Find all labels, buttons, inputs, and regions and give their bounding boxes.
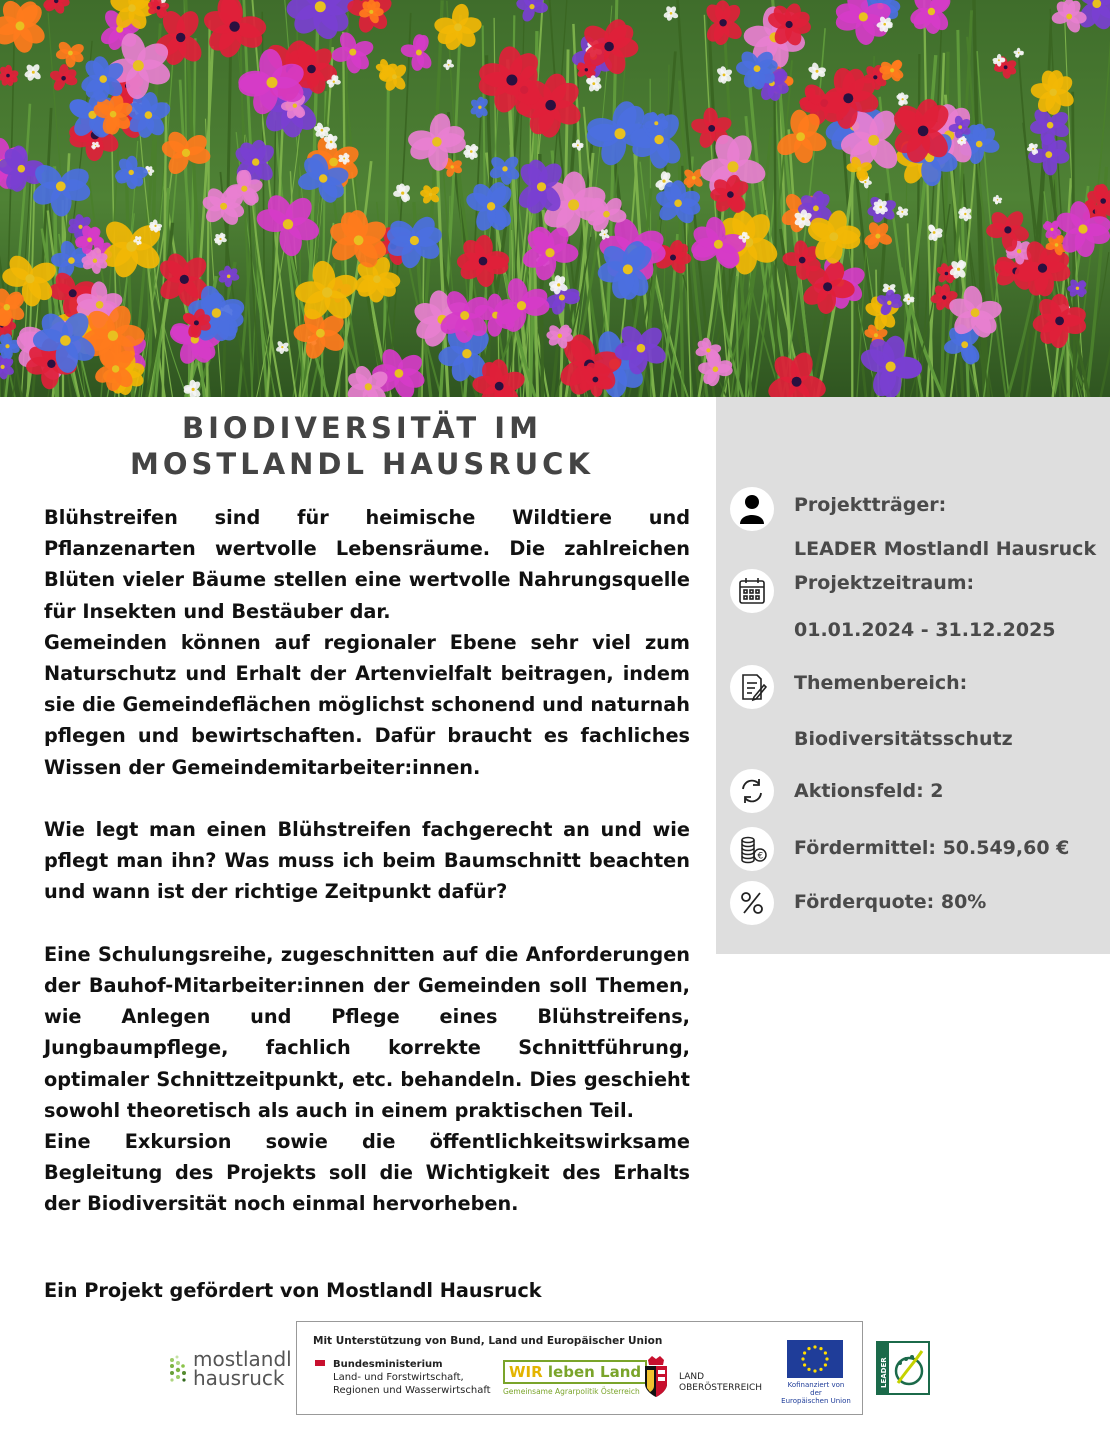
- hero-meadow-image: [0, 0, 1110, 397]
- eu-cofinanced-logo: [781, 1340, 851, 1405]
- percent-icon: [730, 881, 774, 925]
- zeitraum-value: 01.01.2024 - 31.12.2025: [794, 619, 1056, 641]
- page-title: [44, 410, 680, 482]
- ooe-coat-of-arms-icon: [643, 1356, 669, 1398]
- support-title: Mit Unterstützung von Bund, Land und Europäischer Union: [313, 1335, 663, 1347]
- wildflower-meadow-photo: [0, 0, 1110, 397]
- info-row-zeitraum: [730, 569, 1100, 613]
- project-info-sidebar: [716, 397, 1110, 954]
- info-row-traeger: [730, 487, 1100, 531]
- ooe-line-1: LAND: [679, 1372, 705, 1382]
- thema-value: Biodiversitätsschutz: [794, 728, 1013, 750]
- person-icon: [730, 487, 774, 531]
- wir-leben-land-logo: [503, 1360, 647, 1396]
- info-row-foerdermittel: [730, 827, 1100, 871]
- wir-word: WIR: [509, 1363, 543, 1381]
- paragraph-4: Eine Schulungsreihe, zugeschnitten auf die Anforderungen der Bauhof-Mitarbeiter:innen der Gemeinden soll Themen, wie Anlegen und Pflege eines Blühstreifens, Jungbaumpflege, fachlich korrekte Schnittführung, optimaler Schnittzeitpunkt, etc. behandeln. Dies geschieht sowohl theoretisch als auch in einem praktischen Teil.: [44, 942, 690, 1122]
- mostlandl-word: mostlandl: [193, 1347, 292, 1371]
- bm-line-1: Bundesministerium: [333, 1359, 443, 1370]
- mostlandl-hausruck-logo: [168, 1347, 292, 1390]
- traeger-label: Projektträger:: [794, 494, 947, 516]
- info-row-foerderquote: [730, 881, 1100, 925]
- bm-line-2: Land- und Forstwirtschaft,: [333, 1372, 464, 1383]
- project-description: [44, 502, 690, 1220]
- refresh-icon: [730, 769, 774, 813]
- paragraph-1: Blühstreifen sind für heimische Wildtiere und Pflanzenarten wertvolle Lebensräume. Die zahlreichen Blüten vieler Bäume stellen eine wertvolle Nahrungsquelle für Insekten und Bestäuber dar.: [44, 506, 690, 623]
- bundesministerium-logo: [315, 1358, 491, 1397]
- leben-land-word: leben Land: [542, 1363, 642, 1381]
- paragraph-5: Eine Exkursion sowie die öffentlichkeitswirksame Begleitung des Projekts soll die Wichtigkeit des Erhalts der Biodiversität noch einmal hervorheben.: [44, 1130, 690, 1216]
- bm-line-3: Regionen und Wasserwirtschaft: [333, 1385, 491, 1396]
- eu-line-2: Europäischen Union: [781, 1397, 851, 1405]
- zeitraum-label: Projektzeitraum:: [794, 572, 975, 594]
- title-line-2: MOSTLANDL HAUSRUCK: [130, 447, 594, 481]
- info-row-thema: [730, 665, 1100, 709]
- eu-line-1: Kofinanziert von der: [787, 1381, 845, 1397]
- aktionsfeld-text: Aktionsfeld: 2: [794, 780, 944, 802]
- title-line-1: BIODIVERSITÄT IM: [182, 411, 542, 445]
- austria-flag-icon: [315, 1360, 325, 1366]
- land-oberoesterreich-logo: [643, 1356, 773, 1402]
- calendar-icon: [730, 569, 774, 613]
- foerderquote-text: Förderquote: 80%: [794, 891, 987, 913]
- thema-label: Themenbereich:: [794, 672, 968, 694]
- ooe-line-2: OBERÖSTERREICH: [679, 1383, 763, 1393]
- info-row-aktionsfeld: [730, 769, 1100, 813]
- mostlandl-dots-icon: [168, 1354, 190, 1386]
- leader-text: LEADER: [880, 1357, 888, 1388]
- document-edit-icon: [730, 665, 774, 709]
- funding-partners-box: [296, 1321, 863, 1415]
- funded-by-text: Ein Projekt gefördert von Mostlandl Hausruck: [44, 1279, 542, 1302]
- paragraph-3: Wie legt man einen Blühstreifen fachgerecht an und wie pflegt man ihn? Was muss ich beim Baumschnitt beachten und wann ist der richtige Zeitpunkt dafür?: [44, 818, 690, 904]
- traeger-value: LEADER Mostlandl Hausruck: [794, 538, 1097, 560]
- wir-subtitle: Gemeinsame Agrarpolitik Österreich: [503, 1387, 640, 1396]
- svg-text:€: €: [757, 851, 764, 862]
- hausruck-word: hausruck: [193, 1366, 285, 1390]
- paragraph-2: Gemeinden können auf regionaler Ebene sehr viel zum Naturschutz und Erhalt der Artenvielfalt beitragen, indem sie die Gemeindeflächen möglichst schonend und naturnah pflegen und bewirtschaften. Dafür braucht es fachliches Wissen der Gemeindemitarbeiter:innen.: [44, 630, 690, 779]
- leader-logo: [876, 1341, 930, 1395]
- foerdermittel-text: Fördermittel: 50.549,60 €: [794, 837, 1070, 859]
- coins-icon: [730, 827, 774, 871]
- eu-flag-icon: [787, 1340, 843, 1378]
